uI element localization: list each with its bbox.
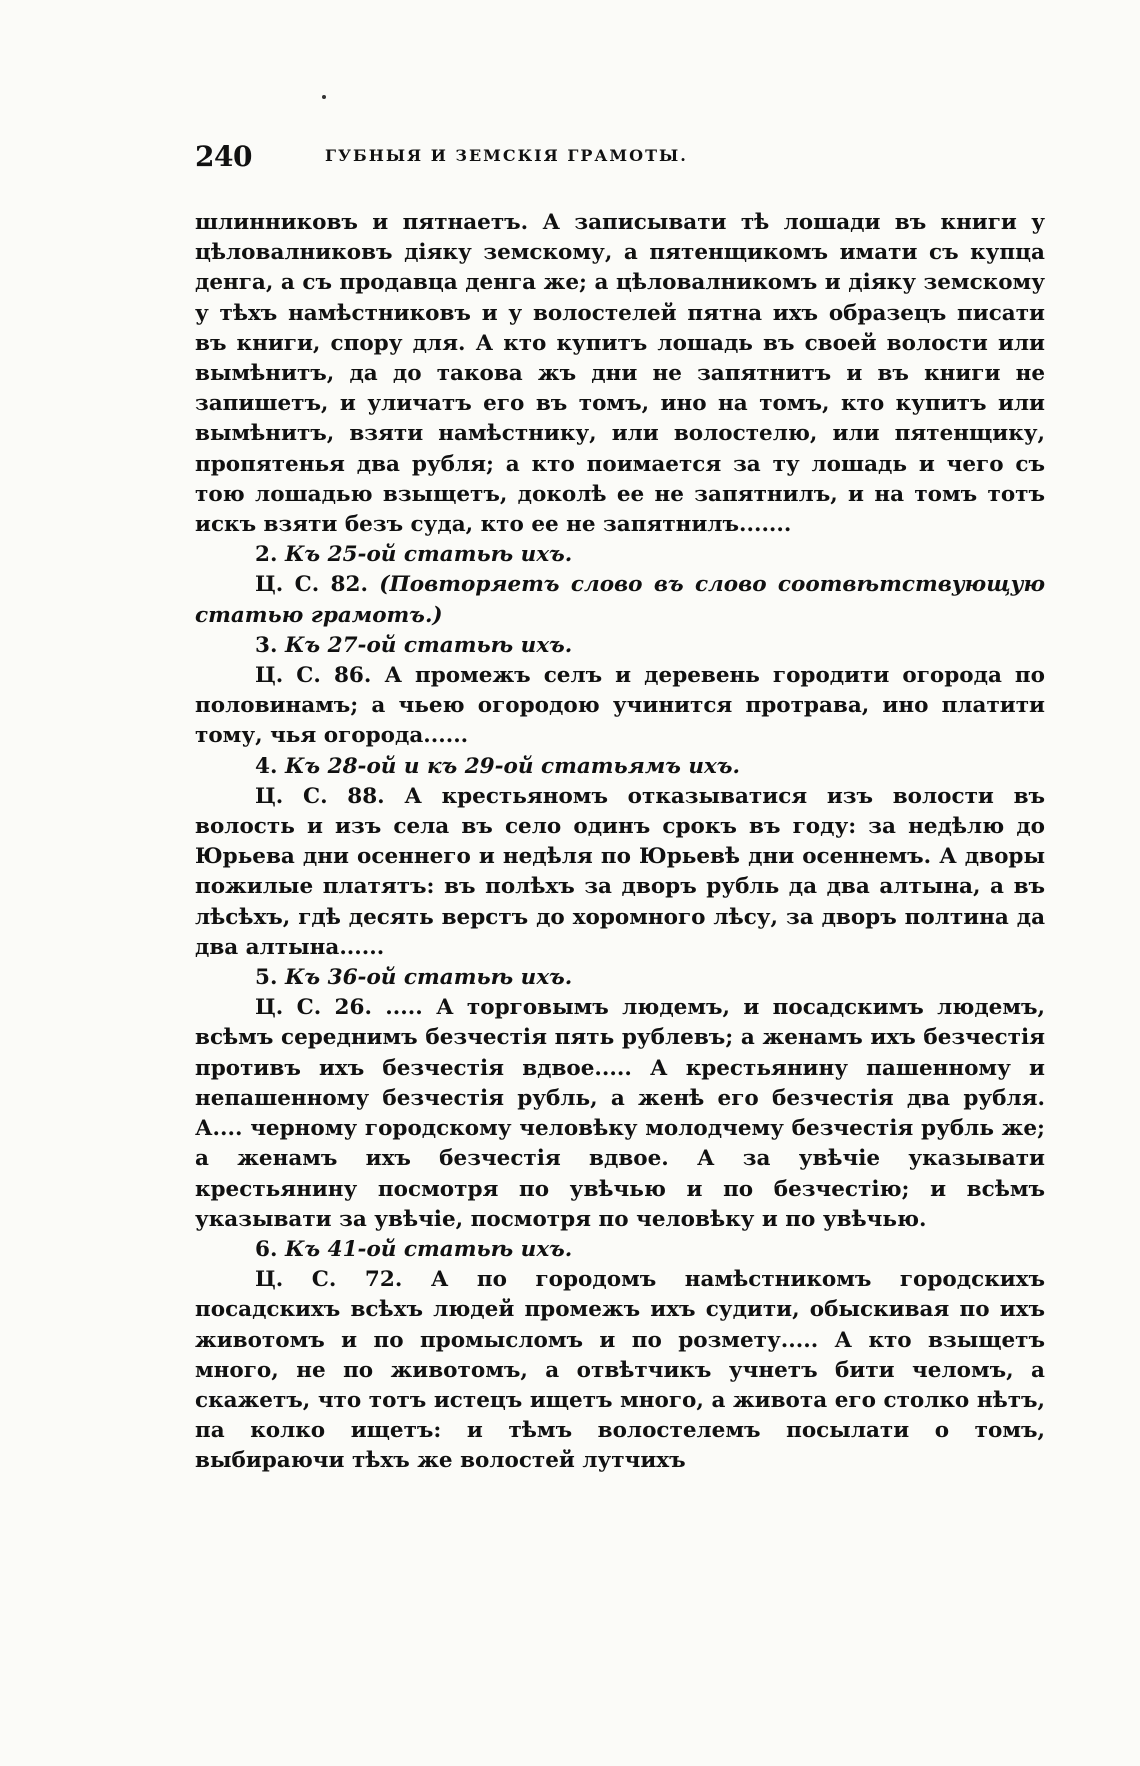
paragraph-6 [195, 1265, 1045, 1476]
page-number: 240 [195, 140, 252, 173]
section-number: 2. [255, 542, 278, 568]
paragraph-1: шлинниковъ и пятнаетъ. А записывати тѣ лошади въ книги у цѣловалниковъ діяку земскому, а пятенщикомъ имати съ купца денга, а съ продавца денга же; а цѣловалникомъ и діяку земскому у тѣхъ намѣстниковъ и у волостелей пятна ихъ образецъ писати въ книги, спору для. А кто купитъ лошадь въ своей волости или вымѣнитъ, да до такова жъ дни не запятнитъ и въ книги не запишетъ, и уличатъ его въ томъ, ино на томъ, кто купитъ или вымѣнитъ, взяти намѣстнику, или волостелю, или пятенщику, пропятенья два рубля; а кто поимается за ту лошадь и чего съ тою лошадью взыщетъ, доколѣ ее не запятнилъ, и на томъ тотъ искъ взяти безъ суда, кто ее не запятнилъ....... [195, 210, 1045, 538]
section-title: Къ 27-ой статьѣ ихъ. [284, 632, 573, 658]
paragraph-text: А крестьяномъ отказыватися изъ волости въ волость и изъ села въ село одинъ срокъ въ году: за недѣлю до Юрьева дни осеннего и недѣля по Юрьевѣ дни осеннемъ. А дворы пожилые платятъ: въ полѣхъ за дворъ рубль да два алтына, а въ лѣсѣхъ, гдѣ десять верстъ до хоромного лѣсу, за дворъ полтина да два алтына...... [195, 783, 1045, 960]
running-title: ГУБНЫЯ И ЗЕМСКІЯ ГРАМОТЫ. [325, 146, 688, 165]
section-number: 6. [255, 1236, 278, 1262]
document-page [195, 140, 1045, 1477]
section-title: Къ 41-ой статьѣ ихъ. [284, 1236, 573, 1262]
section-title: Къ 28-ой и къ 29-ой статьямъ ихъ. [284, 753, 740, 779]
paragraph-4 [195, 782, 1045, 963]
paragraph-5 [195, 993, 1045, 1235]
section-number: 4. [255, 753, 278, 779]
section-number: 3. [255, 632, 278, 658]
paragraph-3 [195, 661, 1045, 752]
section-heading-5 [195, 963, 1045, 993]
paragraph-text: А промежъ селъ и деревень городити огорода по половинамъ; а чьею огородою учинится протрава, ино платити тому, чья огорода...... [195, 663, 1045, 749]
section-heading-2 [195, 540, 1045, 570]
paragraph-text: (Повторяетъ слово въ слово соотвѣтствующую статью грамотъ.) [195, 572, 1045, 628]
citation: Ц. С. 86. [255, 663, 372, 689]
section-title: Къ 25-ой статьѣ ихъ. [284, 542, 573, 568]
citation: Ц. С. 82. [255, 572, 368, 598]
section-heading-3 [195, 631, 1045, 661]
paragraph-2 [195, 570, 1045, 630]
section-heading-6 [195, 1235, 1045, 1265]
paragraph-text: А по городомъ намѣстникомъ городскихъ посадскихъ всѣхъ людей промежъ ихъ судити, обыскивая по ихъ животомъ и по промысломъ и по розмету..... А кто взыщетъ много, не по животомъ, а отвѣтчикъ учнетъ бити челомъ, а скажетъ, что тотъ истецъ ищетъ много, а живота его столко нѣтъ, па колко ищетъ: и тѣмъ волостелемъ посылати о томъ, выбираючи тѣхъ же волостей лутчихъ [195, 1267, 1045, 1474]
running-head [195, 140, 1045, 174]
citation: Ц. С. 26. [255, 995, 372, 1021]
citation: Ц. С. 72. [255, 1267, 403, 1293]
section-number: 5. [255, 965, 278, 991]
section-title: Къ 36-ой статьѣ ихъ. [284, 965, 573, 991]
section-heading-4 [195, 752, 1045, 782]
page-speck [322, 95, 326, 99]
paragraph-text: ..... А торговымъ людемъ, и посадскимъ людемъ, всѣмъ середнимъ безчестія пять рублевъ; а женамъ ихъ безчестія противъ ихъ безчестія вдвое..... А крестьянину пашенному и непашенному безчестія рубль, а женѣ его безчестія два рубля. А.... черному городскому человѣку молодчему безчестія рубль же; а женамъ ихъ безчестія вдвое. А за увѣчіе указывати крестьянину посмотря по увѣчью и по безчестію; и всѣмъ указывати за увѣчіе, посмотря по человѣку и по увѣчью. [195, 995, 1045, 1232]
citation: Ц. С. 88. [255, 783, 385, 809]
